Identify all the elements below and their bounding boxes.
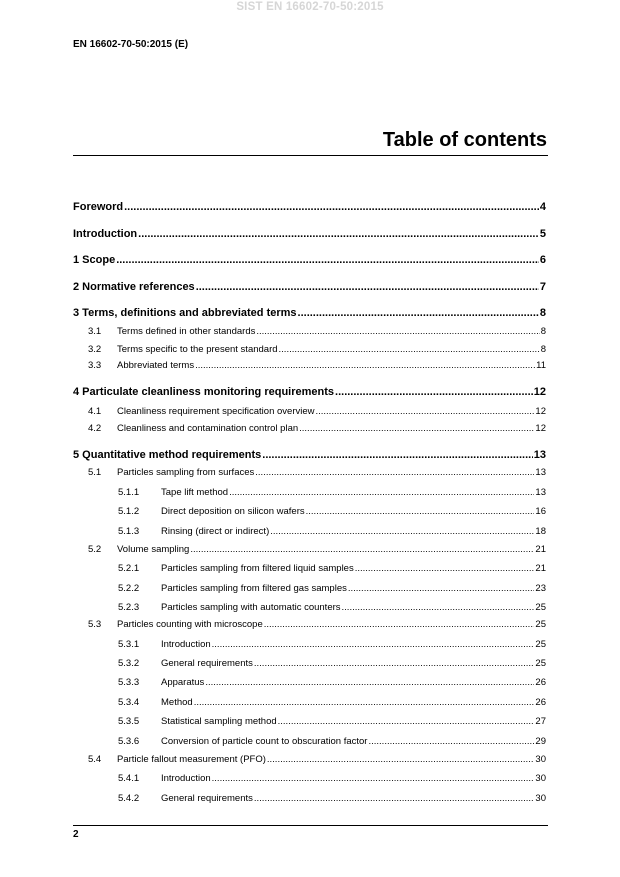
toc-entry-label: Terms defined in other standards xyxy=(117,326,256,337)
toc-leader-dots xyxy=(190,543,534,556)
footer-rule xyxy=(73,825,548,826)
toc-leader-dots xyxy=(254,792,535,805)
toc-entry[interactable] xyxy=(73,228,546,241)
toc-entry[interactable] xyxy=(73,486,546,499)
toc-entry-label: General requirements xyxy=(161,793,253,804)
toc-entry-page: 30 xyxy=(535,773,546,784)
toc-entry-label: Particles sampling from surfaces xyxy=(117,467,255,478)
toc-entry-number: 3.1 xyxy=(88,326,102,337)
toc-entry-page: 8 xyxy=(540,326,546,337)
toc-entry-label: Terms specific to the present standard xyxy=(117,344,278,355)
toc-leader-dots xyxy=(116,254,539,267)
toc-entry-page: 12 xyxy=(533,386,546,398)
toc-entry-number: 3.3 xyxy=(88,360,102,371)
toc-entry[interactable] xyxy=(73,422,546,435)
toc-entry-page: 6 xyxy=(539,254,546,266)
toc-leader-dots xyxy=(256,325,539,338)
toc-entry-page: 16 xyxy=(535,506,546,517)
toc-leader-dots xyxy=(270,525,534,538)
toc-entry[interactable] xyxy=(73,405,546,418)
toc-entry[interactable] xyxy=(73,696,546,709)
toc-entry-page: 13 xyxy=(535,467,546,478)
toc-entry-number: 5.4.1 xyxy=(118,773,140,784)
toc-entry-page: 23 xyxy=(535,583,546,594)
toc-entry[interactable] xyxy=(73,525,546,538)
toc-entry-label: 1 Scope xyxy=(73,254,116,266)
toc-entry[interactable] xyxy=(73,772,546,785)
toc-leader-dots xyxy=(138,228,539,241)
toc-entry-page: 26 xyxy=(535,677,546,688)
toc-leader-dots xyxy=(254,657,535,670)
toc-entry-label: Particles sampling with automatic counters xyxy=(161,602,341,613)
toc-leader-dots xyxy=(212,772,535,785)
toc-entry-label: 4 Particulate cleanliness monitoring requirements xyxy=(73,386,335,398)
toc-leader-dots xyxy=(267,753,535,766)
toc-entry-label: Foreword xyxy=(73,201,124,213)
toc-entry-label: Apparatus xyxy=(161,677,205,688)
toc-leader-dots xyxy=(205,676,534,689)
toc-entry[interactable] xyxy=(73,449,546,462)
toc-entry-label: General requirements xyxy=(161,658,253,669)
toc-entry-label: Conversion of particle count to obscuration factor xyxy=(161,736,368,747)
document-id: EN 16602-70-50:2015 (E) xyxy=(73,39,189,50)
toc-entry[interactable] xyxy=(73,618,546,631)
toc-entry-page: 13 xyxy=(533,449,546,461)
toc-entry[interactable] xyxy=(73,543,546,556)
toc-entry-page: 5 xyxy=(539,228,546,240)
toc-entry[interactable] xyxy=(73,601,546,614)
toc-leader-dots xyxy=(299,422,534,435)
toc-entry-label: 3 Terms, definitions and abbreviated terms xyxy=(73,307,297,319)
toc-entry[interactable] xyxy=(73,657,546,670)
toc-entry-number: 3.2 xyxy=(88,344,102,355)
toc-entry[interactable] xyxy=(73,638,546,651)
toc-entry[interactable] xyxy=(73,386,546,399)
watermark: SIST EN 16602-70-50:2015 xyxy=(236,1,384,13)
toc-entry-label: Particles counting with microscope xyxy=(117,619,263,630)
page-number: 2 xyxy=(73,829,79,840)
toc-leader-dots xyxy=(306,505,535,518)
toc-entry-label: Cleanliness requirement specification overview xyxy=(117,406,315,417)
toc-entry-page: 25 xyxy=(535,658,546,669)
toc-leader-dots xyxy=(298,307,539,320)
toc-leader-dots xyxy=(278,715,535,728)
toc-leader-dots xyxy=(262,449,532,462)
toc-entry-number: 5.3.1 xyxy=(118,639,140,650)
toc-entry-page: 18 xyxy=(535,526,546,537)
toc-entry-number: 5.2.1 xyxy=(118,563,140,574)
toc-leader-dots xyxy=(124,201,539,214)
toc-leader-dots xyxy=(315,405,534,418)
toc-entry-number: 5.3.5 xyxy=(118,716,140,727)
toc-entry[interactable] xyxy=(73,343,546,356)
toc-entry-page: 30 xyxy=(535,793,546,804)
toc-entry[interactable] xyxy=(73,254,546,267)
toc-entry-page: 12 xyxy=(535,406,546,417)
toc-entry-label: Introduction xyxy=(161,773,211,784)
toc-entry-page: 29 xyxy=(535,736,546,747)
toc-leader-dots xyxy=(255,466,534,479)
toc-entry-label: Rinsing (direct or indirect) xyxy=(161,526,270,537)
toc-leader-dots xyxy=(195,359,535,372)
toc-entry-label: 2 Normative references xyxy=(73,281,195,293)
toc-entry[interactable] xyxy=(73,753,546,766)
toc-entry[interactable] xyxy=(73,792,546,805)
toc-entry[interactable] xyxy=(73,201,546,214)
toc-leader-dots xyxy=(368,735,534,748)
toc-entry-page: 11 xyxy=(536,360,546,371)
toc-entry-number: 5.1.2 xyxy=(118,506,140,517)
toc-entry-number: 5.1.1 xyxy=(118,487,140,498)
toc-entry[interactable] xyxy=(73,307,546,320)
toc-title: Table of contents xyxy=(382,129,547,151)
toc-entry[interactable] xyxy=(73,466,546,479)
toc-entry-number: 5.3.6 xyxy=(118,736,140,747)
toc-leader-dots xyxy=(342,601,535,614)
title-rule xyxy=(73,155,548,156)
toc-entry[interactable] xyxy=(73,676,546,689)
toc-entry-label: Direct deposition on silicon wafers xyxy=(161,506,305,517)
toc-leader-dots xyxy=(264,618,535,631)
toc-entry[interactable] xyxy=(73,735,546,748)
toc-entry-page: 21 xyxy=(535,563,546,574)
toc-entry[interactable] xyxy=(73,359,546,372)
toc-entry-number: 5.2 xyxy=(88,544,102,555)
toc-entry-page: 25 xyxy=(535,639,546,650)
toc-entry[interactable] xyxy=(73,281,546,294)
toc-leader-dots xyxy=(194,696,535,709)
toc-entry-label: Method xyxy=(161,697,193,708)
toc-entry-number: 5.3.2 xyxy=(118,658,140,669)
toc-entry-label: Particle fallout measurement (PFO) xyxy=(117,754,266,765)
toc-leader-dots xyxy=(212,638,535,651)
toc-entry-page: 30 xyxy=(535,754,546,765)
toc-entry-page: 8 xyxy=(539,307,546,319)
toc-leader-dots xyxy=(355,562,535,575)
toc-entry[interactable] xyxy=(73,325,546,338)
toc-leader-dots xyxy=(279,343,540,356)
toc-entry-number: 5.3.4 xyxy=(118,697,140,708)
toc-entry-number: 4.1 xyxy=(88,406,102,417)
toc-entry-page: 7 xyxy=(539,281,546,293)
toc-entry-number: 5.4.2 xyxy=(118,793,140,804)
toc-entry-page: 25 xyxy=(535,619,546,630)
toc-entry-page: 8 xyxy=(540,344,546,355)
toc-entry-number: 5.3 xyxy=(88,619,102,630)
toc-entry[interactable] xyxy=(73,582,546,595)
toc-entry-label: Cleanliness and contamination control plan xyxy=(117,423,299,434)
toc-entry[interactable] xyxy=(73,562,546,575)
toc-entry-page: 27 xyxy=(535,716,546,727)
toc-entry-page: 21 xyxy=(535,544,546,555)
toc-entry-label: Statistical sampling method xyxy=(161,716,277,727)
toc-leader-dots xyxy=(348,582,535,595)
toc-leader-dots xyxy=(196,281,539,294)
toc-entry[interactable] xyxy=(73,715,546,728)
toc-entry-number: 5.4 xyxy=(88,754,102,765)
toc-entry-number: 5.1.3 xyxy=(118,526,140,537)
toc-entry-label: Particles sampling from filtered liquid samples xyxy=(161,563,354,574)
toc-entry-label: Particles sampling from filtered gas samples xyxy=(161,583,347,594)
toc-entry-label: Volume sampling xyxy=(117,544,190,555)
toc-entry-page: 25 xyxy=(535,602,546,613)
toc-entry-number: 4.2 xyxy=(88,423,102,434)
toc-entry-page: 4 xyxy=(539,201,546,213)
toc-leader-dots xyxy=(335,386,533,399)
toc-entry-page: 26 xyxy=(535,697,546,708)
toc-entry-label: Introduction xyxy=(161,639,211,650)
toc-entry-number: 5.1 xyxy=(88,467,102,478)
toc-entry-number: 5.3.3 xyxy=(118,677,140,688)
toc-entry-label: 5 Quantitative method requirements xyxy=(73,449,262,461)
toc-entry-label: Introduction xyxy=(73,228,138,240)
toc-entry-label: Abbreviated terms xyxy=(117,360,195,371)
toc-entry[interactable] xyxy=(73,505,546,518)
toc-entry-number: 5.2.2 xyxy=(118,583,140,594)
toc-entry-number: 5.2.3 xyxy=(118,602,140,613)
toc-leader-dots xyxy=(229,486,534,499)
toc-entry-label: Tape lift method xyxy=(161,487,229,498)
toc-entry-page: 12 xyxy=(535,423,546,434)
toc-entry-page: 13 xyxy=(535,487,546,498)
